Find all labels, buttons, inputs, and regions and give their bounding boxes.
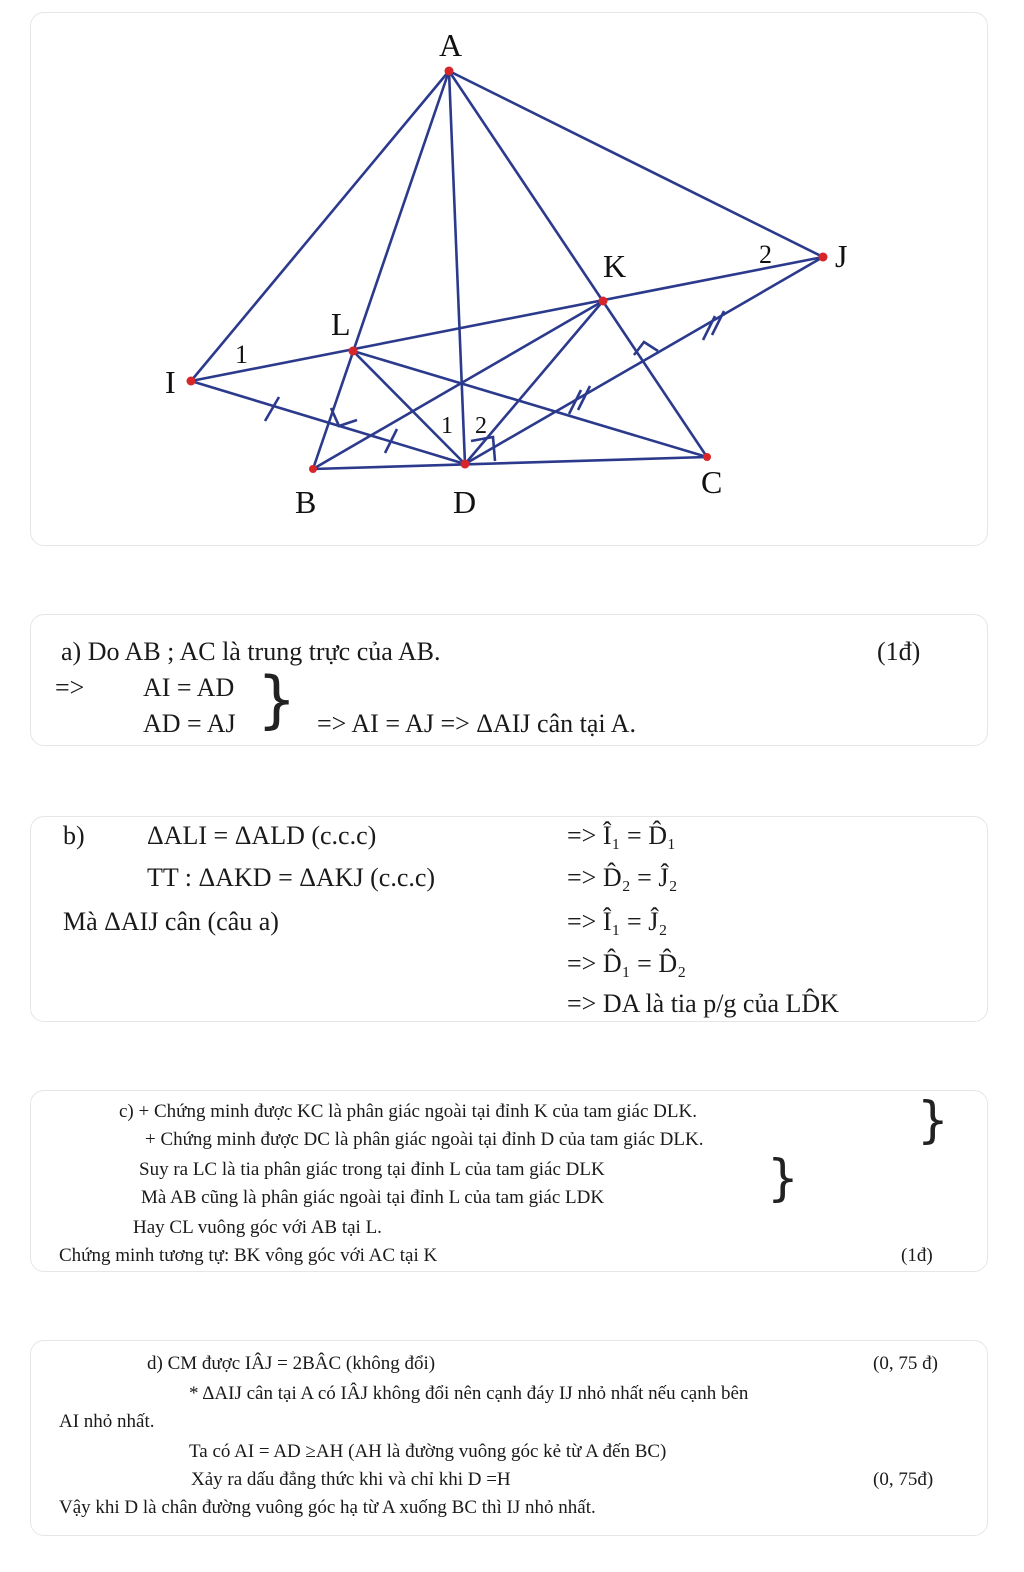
label-B: B bbox=[295, 484, 317, 520]
part-b-label: b) bbox=[63, 821, 85, 850]
part-c-card bbox=[30, 1090, 988, 1272]
part-b-row3-left: Mà ΔAIJ cân (câu a) bbox=[63, 907, 279, 936]
point-B bbox=[309, 465, 317, 473]
part-c-brace-2: } bbox=[767, 1149, 799, 1207]
part-d-card bbox=[30, 1340, 988, 1536]
part-c-line4: Mà AB cũng là phân giác ngoài tại đỉnh L của tam giác LDK bbox=[141, 1187, 605, 1208]
part-c-line2: + Chứng minh được DC là phân giác ngoài tại đỉnh D của tam giác DLK. bbox=[145, 1129, 704, 1150]
part-a-conclusion: => AI = AJ => ΔAIJ cân tại A. bbox=[317, 709, 636, 738]
part-d-line5: Xảy ra dấu đẳng thức khi và chỉ khi D =H bbox=[191, 1469, 511, 1490]
label-J: J bbox=[835, 238, 848, 274]
segment-IJ bbox=[191, 257, 823, 381]
angle-label-D2: 2 bbox=[475, 413, 487, 439]
part-b-row1-right: => Î₁ = D̂₁ bbox=[567, 821, 677, 850]
segment-KB bbox=[313, 301, 603, 469]
label-D: D bbox=[453, 484, 477, 520]
figure-card bbox=[30, 12, 988, 546]
part-d-line2: * ΔAIJ cân tại A có IÂJ không đổi nên cạnh đáy IJ nhỏ nhất nếu cạnh bên bbox=[189, 1383, 749, 1404]
tick-mark-ID-1 bbox=[265, 397, 279, 421]
part-a-eq1: AI = AD bbox=[143, 673, 235, 702]
part-d-line4: Ta có AI = AD ≥AH (AH là đường vuông góc kẻ từ A đến BC) bbox=[189, 1441, 667, 1462]
part-d-line1: d) CM được IÂJ = 2BÂC (không đổi) bbox=[147, 1353, 436, 1374]
part-d-line6: Vậy khi D là chân đường vuông góc hạ từ A xuống BC thì IJ nhỏ nhất. bbox=[59, 1497, 596, 1518]
part-b-row2-right: => D̂₂ = Ĵ₂ bbox=[567, 863, 678, 892]
angle-label-D1: 1 bbox=[441, 413, 453, 439]
segment-AB bbox=[313, 71, 449, 469]
segment-BC bbox=[313, 457, 707, 469]
angle-label-J2: 2 bbox=[759, 240, 772, 269]
point-J bbox=[819, 253, 828, 262]
part-b-card bbox=[30, 816, 988, 1022]
part-c-line5: Hay CL vuông góc với AB tại L. bbox=[133, 1217, 382, 1238]
point-A bbox=[445, 67, 454, 76]
label-K: K bbox=[603, 248, 627, 284]
part-a-eq2: AD = AJ bbox=[143, 709, 236, 738]
label-I: I bbox=[165, 364, 176, 400]
geometry-figure bbox=[31, 13, 989, 547]
part-a-arrow: => bbox=[55, 673, 85, 702]
label-A: A bbox=[439, 27, 463, 63]
part-c-brace-1: } bbox=[917, 1091, 949, 1149]
label-L: L bbox=[331, 306, 351, 342]
part-d-score2: (0, 75đ) bbox=[873, 1469, 934, 1490]
part-b-row3-right: => Î₁ = Ĵ₂ bbox=[567, 907, 668, 936]
point-L bbox=[349, 347, 358, 356]
segment-DJ bbox=[465, 257, 823, 464]
part-c-line6: Chứng minh tương tự: BK vông góc với AC tại K bbox=[59, 1245, 438, 1266]
point-D bbox=[461, 460, 470, 469]
part-b-row4-right: => D̂₁ = D̂₂ bbox=[567, 949, 687, 978]
part-a-line1: a) Do AB ; AC là trung trực của AB. bbox=[61, 637, 441, 666]
figure-lines bbox=[191, 71, 823, 469]
point-I bbox=[187, 377, 196, 386]
angle-label-I1: 1 bbox=[235, 340, 248, 369]
tick-mark-DJ-2a bbox=[703, 316, 715, 340]
part-a-card bbox=[30, 614, 988, 746]
tick-mark-DJ-2b bbox=[712, 311, 724, 335]
part-c-line3: Suy ra LC là tia phân giác trong tại đỉnh L của tam giác DLK bbox=[139, 1159, 605, 1180]
part-b-row1-left: ΔALI = ΔALD (c.c.c) bbox=[147, 821, 377, 850]
point-C bbox=[703, 453, 711, 461]
point-K bbox=[599, 297, 608, 306]
segment-AD bbox=[449, 71, 465, 464]
part-d-score1: (0, 75 đ) bbox=[873, 1353, 938, 1374]
part-a-score: (1đ) bbox=[877, 637, 921, 666]
part-a-brace: } bbox=[257, 663, 297, 736]
segment-AJ bbox=[449, 71, 823, 257]
part-d-line3: AI nhỏ nhất. bbox=[59, 1411, 155, 1432]
part-c-score: (1đ) bbox=[901, 1245, 933, 1266]
part-c-line1: c) + Chứng minh được KC là phân giác ngoài tại đỉnh K của tam giác DLK. bbox=[119, 1101, 697, 1122]
label-C: C bbox=[701, 464, 723, 500]
part-b-row5-right: => DA là tia p/g của LD̂K bbox=[567, 989, 839, 1018]
segment-AI bbox=[191, 71, 449, 381]
part-b-row2-left: TT : ΔAKD = ΔAKJ (c.c.c) bbox=[147, 863, 436, 892]
